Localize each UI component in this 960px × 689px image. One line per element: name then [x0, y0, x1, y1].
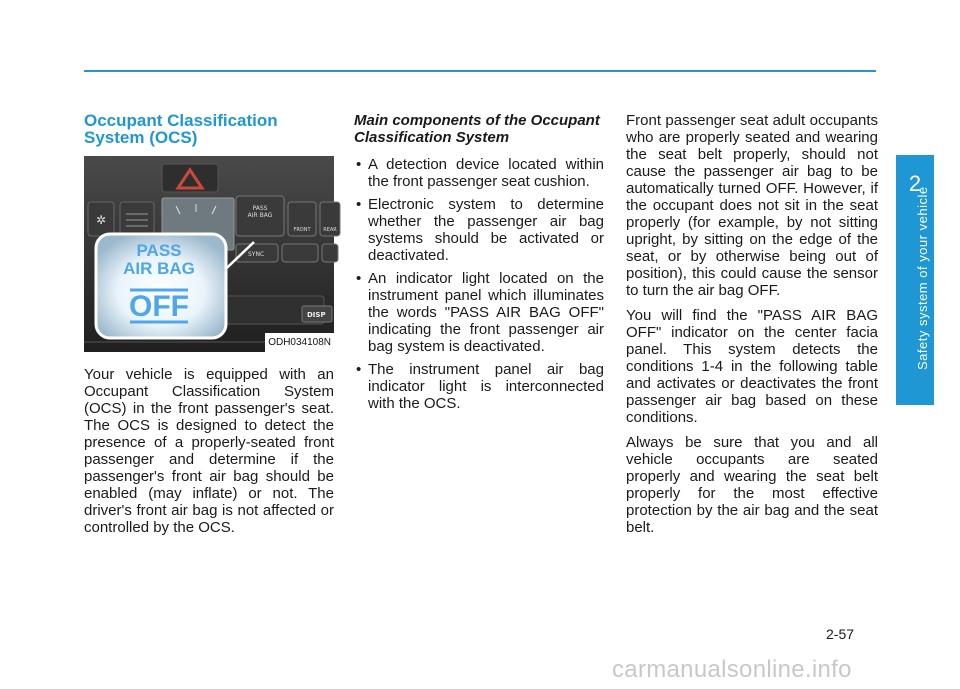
svg-text:✲: ✲ [95, 213, 107, 227]
sync-button-label: SYNC [248, 251, 265, 258]
chapter-number: 2 [908, 171, 922, 196]
callout-off-text: OFF [129, 290, 189, 323]
chapter-title: Safety system of your vehicle [915, 186, 930, 370]
list-item: • The instrument panel air bag indicator light is interconnected with the OCS. [356, 361, 604, 412]
watermark: carmanualsonline.info [612, 656, 852, 683]
components-list [354, 156, 604, 412]
rear-button-label: REAR [323, 227, 337, 233]
figure-code: ODH034108N [265, 333, 334, 352]
subsection-heading: Main components of the Occupant Classification System [354, 112, 600, 146]
paragraph: You will find the "PASS AIR BAG OFF" indicator on the center facia panel. This system detects the conditions 1-4 in the following table and activates or deactivates the front passenger air bag based on these conditions. [626, 307, 878, 426]
list-item: • A detection device located within the front passenger seat cushion. [356, 156, 604, 190]
panel-label-airbag: AIR BAG [247, 212, 273, 219]
callout-pass-text: PASS [136, 241, 182, 260]
header-rule [84, 70, 876, 72]
ocs-intro-paragraph: Your vehicle is equipped with an Occupant Classification System (OCS) in the front passenger's seat. The OCS is designed to detect the presence of a properly-seated front passenger and determine if the passenger's front air bag should be enabled (may inflate) or not. The driver's front air bag is not affected or controlled by the OCS. [84, 366, 334, 536]
page-number: 2-57 [826, 626, 855, 642]
left-column [84, 111, 337, 536]
middle-column [354, 112, 604, 418]
list-item: • An indicator light located on the instrument panel which illuminates the words "PASS AIR BAG OFF" indicating the front passenger air bag system is deactivated. [356, 270, 604, 355]
panel-label-pass: PASS [252, 205, 268, 212]
chapter-tab [896, 155, 934, 405]
disp-button-label: DISP [307, 311, 326, 319]
callout-airbag-text: AIR BAG [123, 259, 195, 278]
list-item: • Electronic system to determine whether the passenger air bag systems should be activated or deactivated. [356, 196, 604, 264]
dashboard-figure [84, 156, 337, 352]
paragraph: Always be sure that you and all vehicle occupants are seated properly and wearing the seat belt properly for the most effective protection by the air bag and the seat belt. [626, 434, 878, 536]
front-button-label: FRONT [293, 227, 311, 233]
right-column [626, 112, 878, 536]
paragraph: Front passenger seat adult occupants who are properly seated and wearing the seat belt properly, should not cause the passenger air bag to be automatically turned OFF. However, if the occupant does not sit in the seat properly (for example, by not sitting upright, by sitting on the edge of the seat, or by otherwise being out of position), this could cause the sensor to turn the air bag OFF. [626, 112, 878, 299]
section-heading: Occupant Classification System (OCS) [84, 111, 278, 147]
dashboard-illustration [84, 156, 337, 352]
